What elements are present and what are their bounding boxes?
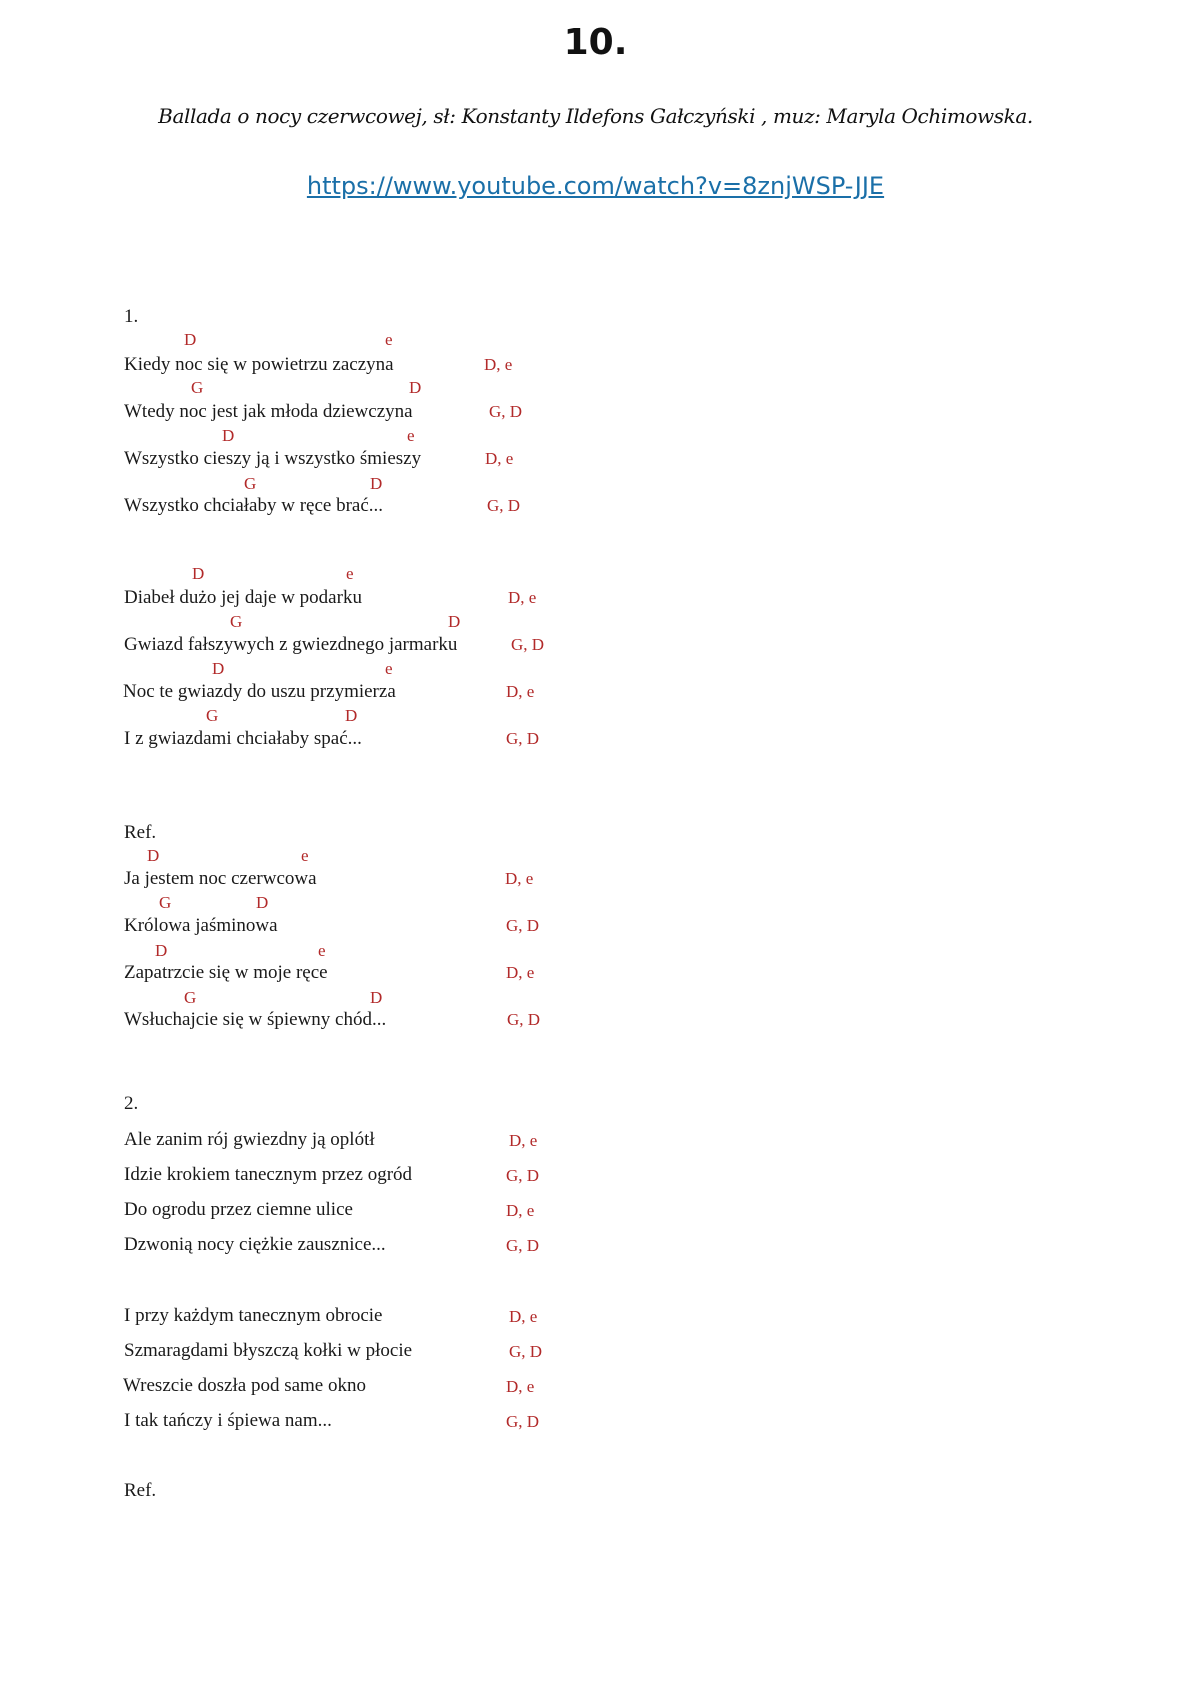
chord: D	[184, 330, 197, 349]
lyric-line: Królowa jaśminowa	[124, 915, 278, 936]
chord-summary: G, D	[511, 635, 545, 654]
chord: D	[448, 612, 461, 631]
chord: D	[370, 988, 383, 1007]
chord: D	[256, 893, 269, 912]
lyric-line: I z gwiazdami chciałaby spać...	[124, 728, 362, 749]
chord: D	[370, 474, 383, 493]
chord-summary: D, e	[509, 1307, 538, 1326]
chord-summary: G, D	[506, 1166, 540, 1185]
lyric-line: Wsłuchajcie się w śpiewny chód...	[124, 1009, 387, 1030]
chord: e	[301, 846, 309, 865]
chord: e	[385, 330, 393, 349]
lyric-line: Diabeł dużo jej daje w podarku	[124, 587, 362, 608]
chord: e	[385, 659, 393, 678]
chord: G	[230, 612, 243, 631]
chord-summary: G, D	[489, 402, 523, 421]
lyric-line: Idzie krokiem tanecznym przez ogród	[124, 1164, 413, 1185]
lyric-line: Ja jestem noc czerwcowa	[124, 868, 317, 889]
lyric-line: Kiedy noc się w powietrzu zaczyna	[124, 354, 394, 375]
lyric-line: Ale zanim rój gwiezdny ją oplótł	[124, 1129, 375, 1150]
chord: e	[346, 564, 354, 583]
lyric-line: Dzwonią nocy ciężkie zausznice...	[124, 1234, 386, 1255]
lyric-line: Wszystko chciałaby w ręce brać...	[124, 495, 384, 516]
chord-summary: D, e	[509, 1131, 538, 1150]
chord: G	[191, 378, 204, 397]
verse-2-label: 2.	[124, 1093, 139, 1114]
chord-summary: D, e	[485, 449, 514, 468]
chord-summary: D, e	[506, 682, 535, 701]
song-subtitle: Ballada o nocy czerwcowej, sł: Konstanty Ildefons Gałczyński , muz: Maryla Ochimowska.	[158, 104, 1033, 128]
chord-summary: G, D	[487, 496, 521, 515]
lyric-line: Szmaragdami błyszczą kołki w płocie	[124, 1340, 413, 1361]
chord: D	[212, 659, 225, 678]
page-title: 10.	[563, 22, 628, 63]
chord-summary: G, D	[509, 1342, 543, 1361]
chord: D	[147, 846, 160, 865]
final-refrain-label: Ref.	[124, 1480, 157, 1501]
chord-summary: G, D	[506, 1412, 540, 1431]
chord: G	[244, 474, 257, 493]
lyric-line: Wtedy noc jest jak młoda dziewczyna	[124, 401, 413, 422]
chord: G	[184, 988, 197, 1007]
chord-summary: D, e	[505, 869, 534, 888]
lyric-line: Wreszcie doszła pod same okno	[123, 1375, 366, 1396]
lyric-line: Wszystko cieszy ją i wszystko śmieszy	[124, 448, 422, 469]
chord-summary: G, D	[507, 1010, 541, 1029]
chord-summary: G, D	[506, 1236, 540, 1255]
chord-summary: G, D	[506, 729, 540, 748]
chord-summary: D, e	[506, 1377, 535, 1396]
chord: D	[192, 564, 205, 583]
lyric-line: I przy każdym tanecznym obrocie	[124, 1305, 383, 1326]
lyric-line: Do ogrodu przez ciemne ulice	[124, 1199, 353, 1220]
chord-summary: D, e	[484, 355, 513, 374]
chord: D	[409, 378, 422, 397]
chord: D	[222, 426, 235, 445]
youtube-link[interactable]: https://www.youtube.com/watch?v=8znjWSP-JJE	[306, 172, 885, 200]
chord-summary: G, D	[506, 916, 540, 935]
chord: D	[345, 706, 358, 725]
chord: G	[206, 706, 219, 725]
lyric-line: Noc te gwiazdy do uszu przymierza	[123, 681, 396, 702]
chord-summary: D, e	[506, 963, 535, 982]
chord: G	[159, 893, 172, 912]
chord: e	[318, 941, 326, 960]
chord: D	[155, 941, 168, 960]
chord-summary: D, e	[508, 588, 537, 607]
verse-1-label: 1.	[124, 306, 139, 327]
chord-summary: D, e	[506, 1201, 535, 1220]
chord: e	[407, 426, 415, 445]
lyric-line: Zapatrzcie się w moje ręce	[124, 962, 328, 983]
lyric-line: I tak tańczy i śpiewa nam...	[124, 1410, 332, 1431]
lyric-line: Gwiazd fałszywych z gwiezdnego jarmarku	[124, 634, 458, 655]
refrain-label: Ref.	[124, 822, 157, 843]
